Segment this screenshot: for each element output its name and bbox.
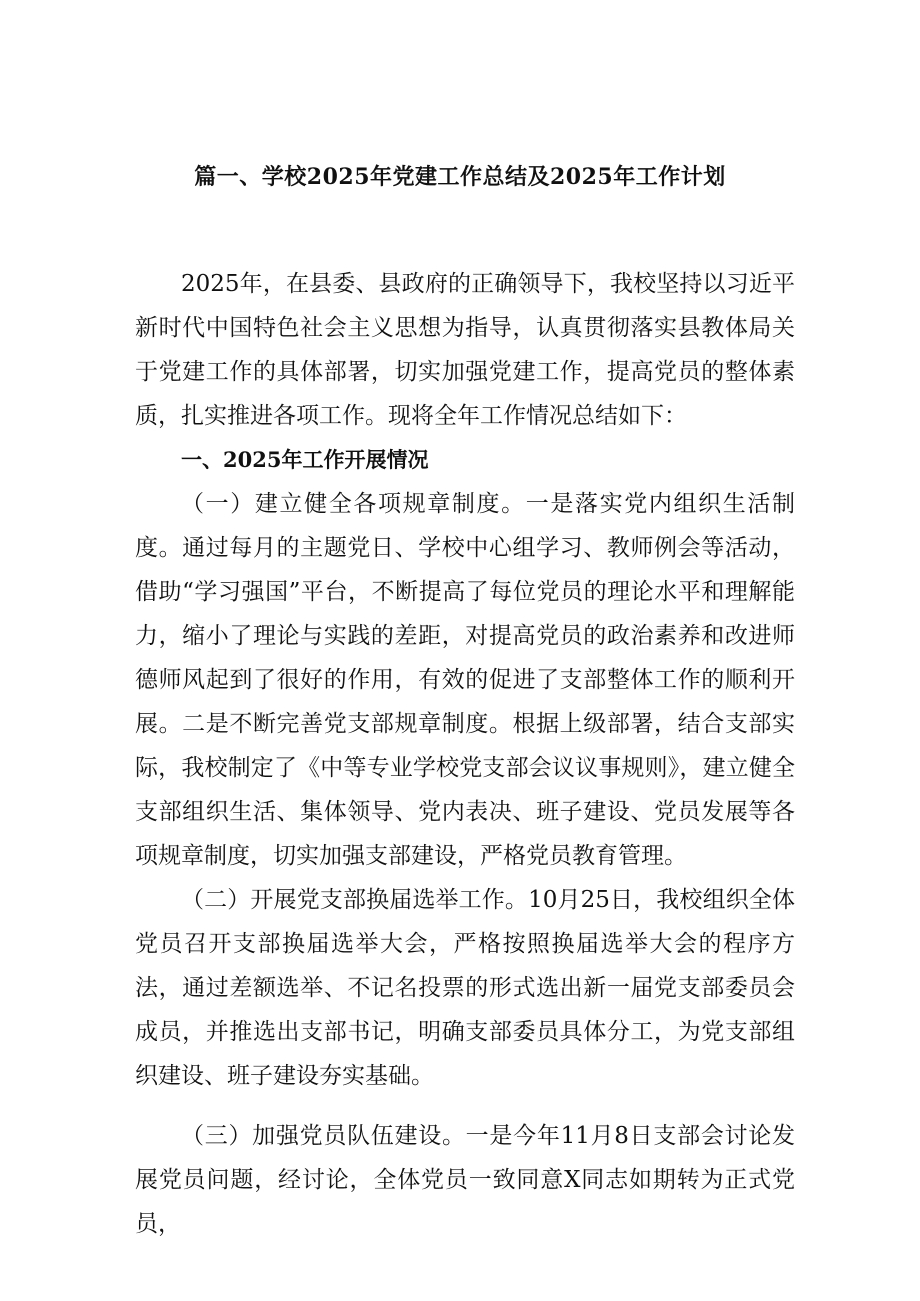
paragraph-team-building: （三）加强党员队伍建设。一是今年11月8日支部会讨论发展党员问题，经讨论，全体党员一致同意X同志如期转为正式党员， xyxy=(135,1123,795,1237)
document-title: 篇一、学校2025年党建工作总结及2025年工作计划 xyxy=(194,164,726,190)
paragraph-rules: （一）建立健全各项规章制度。一是落实党内组织生活制度。通过每月的主题党日、学校中心组学习、教师例会等活动，借助“学习强国”平台，不断提高了每位党员的理论水平和理解能力，缩小了理论与实践的差距，对提高党员的政治素养和改进师德师风起到了很好的作用，有效的促进了支部整体工作的顺利开展。二是不断完善党支部规章制度。根据上级部署，结合支部实际，我校制定了《中等专业学校党支部会议议事规则》，建立健全支部组织生活、集体领导、党内表决、班子建设、党员发展等各项规章制度，切实加强支部建设，严格党员教育管理。 xyxy=(135,491,795,869)
paragraph-election: （二）开展党支部换届选举工作。10月25日，我校组织全体党员召开支部换届选举大会，严格按照换届选举大会的程序方法，通过差额选举、不记名投票的形式选出新一届党支部委员会成员，并推选出支部书记，明确支部委员具体分工，为党支部组织建设、班子建设夯实基础。 xyxy=(135,887,795,1089)
intro-paragraph: 2025年，在县委、县政府的正确领导下，我校坚持以习近平新时代中国特色社会主义思想为指导，认真贯彻落实县教体局关于党建工作的具体部署，切实加强党建工作，提高党员的整体素质，扎实推进各项工作。现将全年工作情况总结如下： xyxy=(135,271,795,429)
section-heading: 一、2025年工作开展情况 xyxy=(181,447,429,472)
